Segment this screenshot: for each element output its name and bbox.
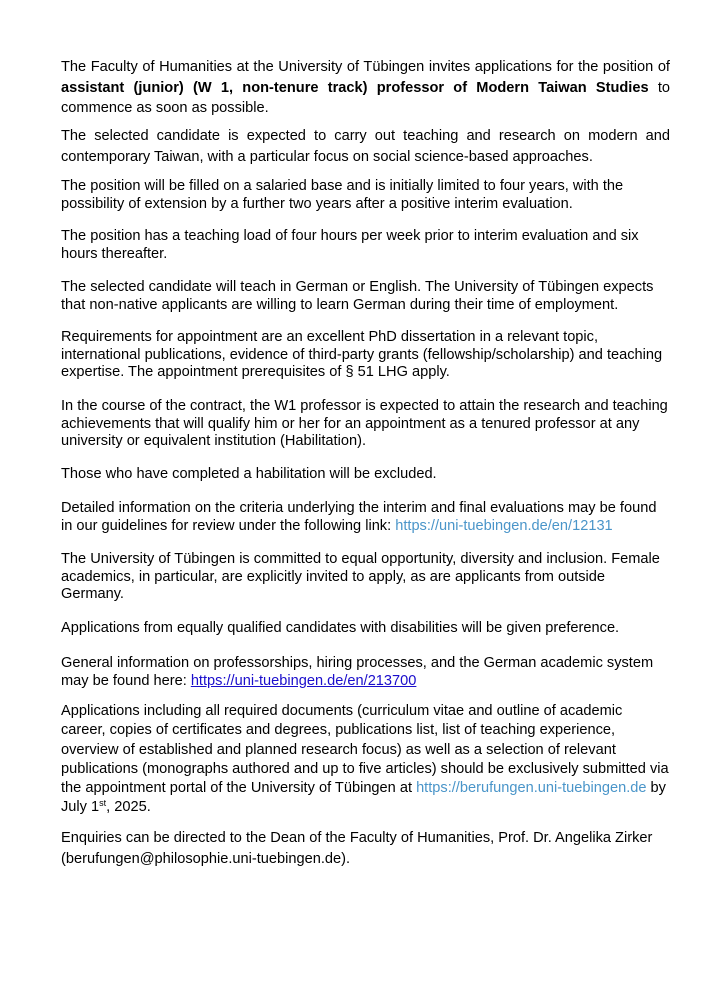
applications-paragraph xyxy=(61,702,670,818)
enquiries-paragraph: Enquiries can be directed to the Dean of the Faculty of Humanities, Prof. Dr. Angelika Zirker (berufungen@philosophie.uni-tuebingen.de). xyxy=(61,830,653,867)
equal-opportunity-paragraph: The University of Tübingen is committed to equal opportunity, diversity and inclusion. Female academics, in particular, are explicitly invited to apply, as are applicants from outside Germany. xyxy=(61,551,660,602)
applications-text: Applications including all required documents (curriculum vitae and outline of academic career, copies of certificates and degrees, publications list, list of teaching experience, overview of established and planned research focus) as well as a selection of relevant publications (monographs authored and up to five articles) should be exclusively submitted via the appointment portal of the University of Tübingen at xyxy=(61,703,669,797)
general-info-paragraph xyxy=(61,655,670,690)
position-title: assistant (junior) (W 1, non-tenure track) professor of Modern Taiwan Studies xyxy=(61,79,649,96)
disabilities-paragraph: Applications from equally qualified candidates with disabilities will be given preference. xyxy=(61,620,620,636)
salary-duration-paragraph: The position will be filled on a salaried base and is initially limited to four years, with the possibility of extension by a further two years after a positive interim evaluation. xyxy=(61,178,624,212)
habilitation-exclusion-paragraph: Those who have completed a habilitation will be excluded. xyxy=(61,466,437,482)
appointment-portal-link[interactable]: https://berufungen.uni-tuebingen.de xyxy=(416,780,647,797)
intro-text: The Faculty of Humanities at the University of Tübingen invites applications for the position of xyxy=(61,59,670,75)
guidelines-link[interactable]: https://uni-tuebingen.de/en/12131 xyxy=(395,517,613,534)
intro-paragraph xyxy=(61,57,670,119)
deadline-year: , 2025. xyxy=(106,799,151,816)
deadline-text: by July 1 xyxy=(61,780,666,816)
intro-text-end: to commence as soon as possible. xyxy=(61,79,670,116)
language-paragraph: The selected candidate will teach in German or English. The University of Tübingen expects that non-native applicants are willing to learn German during their time of employment. xyxy=(61,279,654,313)
deadline-ordinal: st xyxy=(99,798,107,809)
teaching-research-paragraph: The selected candidate is expected to carry out teaching and research on modern and contemporary Taiwan, with a particular focus on social science-based approaches. xyxy=(61,128,670,165)
teaching-load-paragraph: The position has a teaching load of four hours per week prior to interim evaluation and six hours thereafter. xyxy=(61,228,639,262)
contract-expectations-paragraph: In the course of the contract, the W1 professor is expected to attain the research and teaching achievements that will qualify him or her for an appointment as a tenured professor at any university or equivalent institution (Habilitation). xyxy=(61,398,668,449)
requirements-paragraph: Requirements for appointment are an excellent PhD dissertation in a relevant topic, international publications, evidence of third-party grants (fellowship/scholarship) and teaching expertise. The appointment prerequisites of § 51 LHG apply. xyxy=(61,329,663,380)
general-info-text: General information on professorships, hiring processes, and the German academic system may be found here: xyxy=(61,655,654,689)
criteria-paragraph xyxy=(61,500,670,535)
professorships-link[interactable]: https://uni-tuebingen.de/en/213700 xyxy=(190,672,417,689)
criteria-text: Detailed information on the criteria underlying the interim and final evaluations may be found in our guidelines for review under the following link: xyxy=(61,500,657,534)
